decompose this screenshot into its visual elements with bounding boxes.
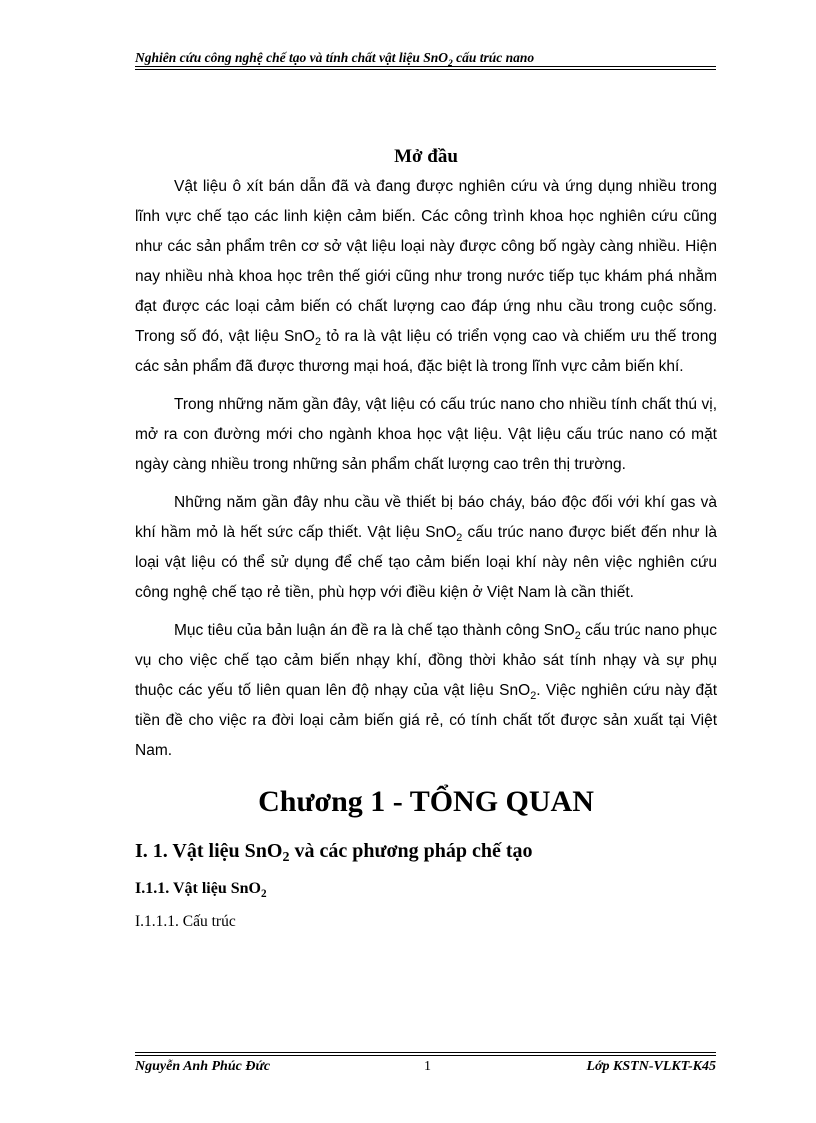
intro-paragraph-1 xyxy=(135,172,717,382)
footer-rule-bottom xyxy=(135,1055,716,1056)
subsection-text: I.1.1. Vật liệu SnO xyxy=(135,880,261,897)
header-rule-bottom xyxy=(135,69,716,70)
subsubsection-heading: I.1.1.1. Cấu trúc xyxy=(135,913,236,930)
footer-page-number: 1 xyxy=(424,1059,431,1074)
p4-text-c: . Việc nghiên cứu này đặt tiền đề cho việc ra đời loại cảm biến giá rẻ, có tính chất tốt được sản xuất tại Việt Nam. xyxy=(135,682,718,759)
p4-subscript-1: 2 xyxy=(574,630,581,642)
intro-paragraph-4 xyxy=(135,616,717,766)
p1-text-a: Vật liệu ô xít bán dẫn đã và đang được nghiên cứu và ứng dụng nhiều trong lĩnh vực chế tạo các linh kiện cảm biến. Các công trình khoa học nghiên cứu cũng như các sản phẩm trên cơ sở vật liệu loại này được công bố ngày càng nhiều. Hiện nay nhiều nhà khoa học trên thế giới cũng như trong nước tiếp tục khám phá nhằm đạt được các loại cảm biến có chất lượng cao đáp ứng nhu cầu trong cuộc sống. Trong số đó, vật liệu SnO xyxy=(135,178,717,345)
footer-class: Lớp KSTN-VLKT-K45 xyxy=(586,1059,716,1074)
header-rule-top xyxy=(135,66,716,67)
subsection-subscript: 2 xyxy=(260,888,267,900)
intro-paragraph-2: Trong những năm gần đây, vật liệu có cấu trúc nano cho nhiều tính chất thú vị, mở ra con đường mới cho ngành khoa học vật liệu. Vật liệu cấu trúc nano có mặt ngày càng nhiều trong những sản phẩm chất lượng cao trên thị trường. xyxy=(135,396,717,473)
header-title-tail: cấu trúc nano xyxy=(452,50,535,65)
p4-subscript-2: 2 xyxy=(530,690,537,702)
p3-text-b: cấu trúc nano được biết đến như là loại vật liệu có thể sử dụng để chế tạo cảm biến loại khí này nên việc nghiên cứu công nghệ chế tạo rẻ tiền, phù hợp với điều kiện ở Việt Nam là cần thiết. xyxy=(135,524,717,601)
intro-paragraph-3 xyxy=(135,488,717,608)
running-header xyxy=(135,50,716,69)
document-body xyxy=(135,142,717,938)
p4-text-a: Mục tiêu của bản luận án đề ra là chế tạo thành công SnO xyxy=(174,622,575,639)
header-subscript: 2 xyxy=(448,59,453,69)
chapter-title: Chương 1 - TỔNG QUAN xyxy=(258,785,594,818)
section-text-b: và các phương pháp chế tạo xyxy=(289,840,533,862)
page-footer xyxy=(135,1059,716,1077)
section-heading xyxy=(135,830,717,872)
section-subscript: 2 xyxy=(282,850,290,865)
footer-rule-top xyxy=(135,1052,716,1053)
subsection-heading xyxy=(135,872,717,906)
p3-subscript: 2 xyxy=(456,532,463,544)
footer-author: Nguyễn Anh Phúc Đức xyxy=(135,1059,271,1074)
p4-text-b: cấu trúc nano phục vụ cho việc chế tạo cảm biến nhạy khí, đồng thời khảo sát tính nhạy và sự phụ thuộc các yếu tố liên quan lên độ nhạy của vật liệu SnO xyxy=(135,622,717,699)
p1-text-b: tỏ ra là vật liệu có triển vọng cao và chiếm ưu thế trong các sản phẩm đã được thương mại hoá, đặc biệt là trong lĩnh vực cảm biến khí. xyxy=(135,328,717,375)
header-title-text: Nghiên cứu công nghệ chế tạo và tính chất vật liệu SnO xyxy=(135,50,448,65)
intro-heading: Mở đầu xyxy=(394,146,458,167)
p1-subscript: 2 xyxy=(314,336,322,348)
p3-text-a: Những năm gần đây nhu cầu về thiết bị báo cháy, báo độc đối với khí gas và khí hầm mỏ là hết sức cấp thiết. Vật liệu SnO xyxy=(135,494,717,541)
section-text-a: I. 1. Vật liệu SnO xyxy=(135,840,283,862)
